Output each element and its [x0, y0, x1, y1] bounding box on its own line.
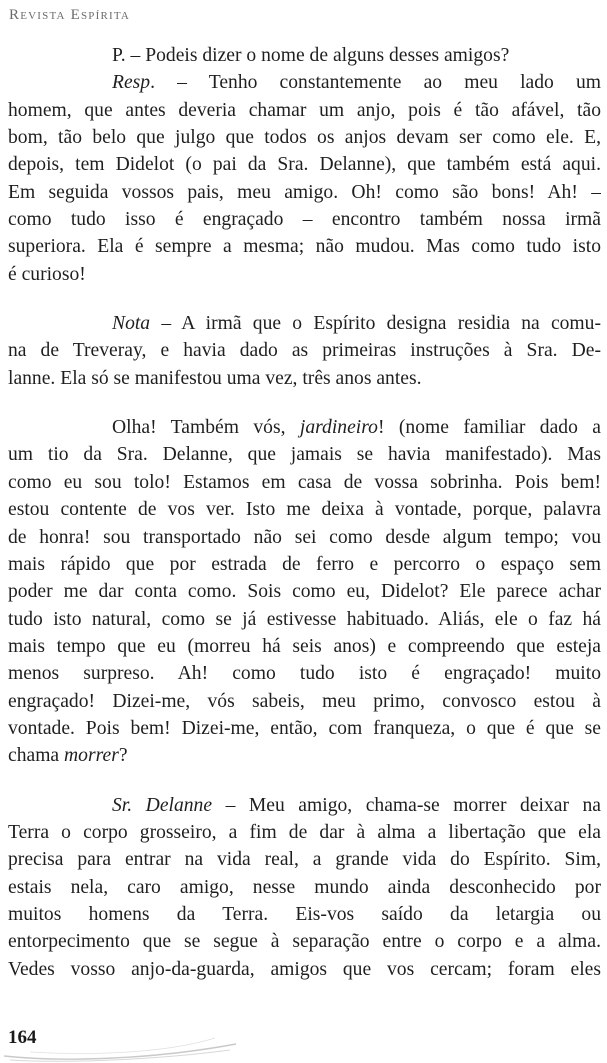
text-line: Terra o corpo grosseiro, a fim de dar à alma a libertação que ela: [8, 821, 601, 843]
text-line: mais tempo que eu (morreu há seis anos) e compreendo que esteja: [8, 635, 601, 657]
text-line: P. – Podeis dizer o nome de alguns desses amigos?: [112, 45, 510, 66]
text-line: estou contente de vos ver. Isto me deixa à vontade, porque, palavra: [8, 499, 601, 521]
text-line: é curioso!: [8, 263, 86, 285]
text-line: na de Treveray, e havia dado as primeiras instruções à Sra. De-: [8, 340, 601, 362]
paragraph-gap: [8, 770, 601, 792]
text-line: como tudo isso é engraçado – encontro também nossa irmã: [8, 209, 601, 231]
text-line: vontade. Pois bem! Dizei-me, então, com franqueza, o que é que se: [8, 717, 601, 739]
text-line: menos surpreso. Ah! como tudo isto é engraçado! muito: [8, 663, 601, 685]
text-line: depois, tem Didelot (o pai da Sra. Delanne), que também está aqui.: [8, 154, 601, 176]
text-line: chama morrer?: [8, 745, 128, 767]
text-line: Resp. – Tenho constantemente ao meu lado um: [112, 72, 601, 94]
text-line: entorpecimento que se segue à separação entre o corpo e a alma.: [8, 931, 601, 953]
text-line: bom, tão belo que julgo que todos os anjos devam ser como ele. E,: [8, 127, 601, 149]
text-line: estais nela, caro amigo, nesse mundo ainda desconhecido por: [8, 876, 601, 898]
text-line: mais rápido que por estrada de ferro e percorro o espaço sem: [8, 553, 601, 575]
text-line: Sr. Delanne – Meu amigo, chama-se morrer deixar na: [112, 794, 601, 816]
text-line: tudo isto natural, como se já estivesse habituado. Aliás, ele o faz há: [8, 608, 601, 630]
text-line: superiora. Ela é sempre a mesma; não mudou. Mas como tudo isto: [8, 236, 601, 258]
page-body: [8, 42, 601, 983]
text-line: de honra! sou transportado não sei como desde algum tempo; vou: [8, 526, 601, 548]
text-line: Vedes vosso anjo-da-guarda, amigos que vos cercam; foram eles: [8, 958, 601, 980]
page-number: 164: [8, 1027, 37, 1048]
text-line: precisa para entrar na vida real, a grande vida do Espírito. Sim,: [8, 849, 601, 871]
text-line: muitos homens da Terra. Eis-vos saído da letargia ou: [8, 903, 601, 925]
paragraph-gap: [8, 392, 601, 414]
text-line: um tio da Sra. Delanne, que jamais se havia manifestado). Mas: [8, 444, 601, 466]
text-line: lanne. Ela só se manifestou uma vez, três anos antes.: [8, 367, 422, 389]
text-line: Olha! Também vós, jardineiro! (nome familiar dado a: [112, 417, 601, 439]
text-line: homem, que antes deveria chamar um anjo, pois é tão afável, tão: [8, 99, 601, 121]
text-line: Nota – A irmã que o Espírito designa residia na comu-: [112, 313, 601, 335]
running-head: Revista Espírita: [9, 7, 131, 23]
text-line: poder me dar conta como. Sois como eu, Didelot? Ele parece achar: [8, 581, 601, 603]
text-line: como eu sou tolo! Estamos em casa de vossa sobrinha. Pois bem!: [8, 471, 601, 493]
paragraph-gap: [8, 288, 601, 310]
text-line: engraçado! Dizei-me, vós sabeis, meu primo, convosco estou à: [8, 690, 601, 712]
text-line: Em seguida vossos pais, meu amigo. Oh! como são bons! Ah! –: [8, 181, 601, 203]
